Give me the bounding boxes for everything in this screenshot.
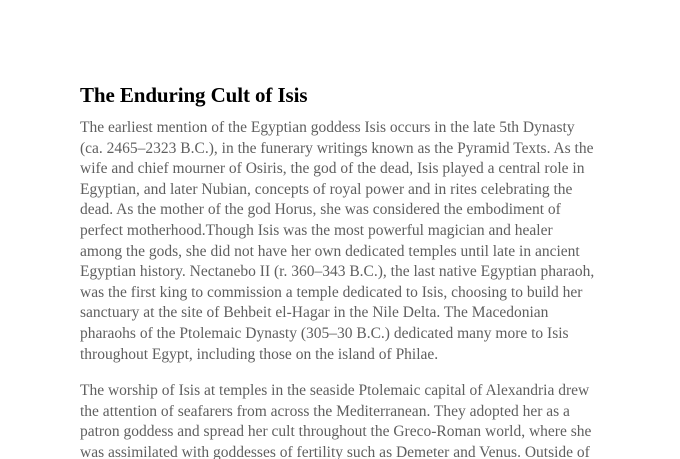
text-line: pharaohs of the Ptolemaic Dynasty (305–30 B.C.) dedicated many more to Isis [80, 324, 569, 342]
text-line: wife and chief mourner of Osiris, the god of the dead, Isis played a central role in [80, 160, 585, 178]
article-body [80, 82, 600, 459]
text-line: dead. As the mother of the god Horus, she was considered the embodiment of [80, 201, 561, 219]
text-line: among the gods, she did not have her own dedicated temples until late in ancient [80, 242, 580, 260]
text-line: the attention of seafarers from across the Mediterranean. They adopted her as a [80, 402, 570, 420]
text-line: The earliest mention of the Egyptian goddess Isis occurs in the late 5th Dynasty [80, 119, 575, 136]
text-line: Egyptian history. Nectanebo II (r. 360–343 B.C.), the last native Egyptian pharaoh, [80, 263, 595, 281]
text-line: Egyptian, and later Nubian, concepts of royal power and in rites celebrating the [80, 180, 573, 198]
text-line: was the first king to commission a temple dedicated to Isis, choosing to build her [80, 283, 583, 301]
text-line: (ca. 2465–2323 B.C.), in the funerary writings known as the Pyramid Texts. As the [80, 139, 594, 157]
text-line: throughout Egypt, including those on the island of Philae. [80, 345, 439, 363]
paragraph-1 [80, 118, 600, 365]
text-line: sanctuary at the site of Behbeit el-Hagar in the Nile Delta. The Macedonian [80, 304, 549, 322]
text-line: The worship of Isis at temples in the seaside Ptolemaic capital of Alexandria drew [80, 382, 590, 400]
text-line: patron goddess and spread her cult throughout the Greco-Roman world, where she [80, 423, 592, 441]
paragraph-2 [80, 381, 600, 459]
article-title: The Enduring Cult of Isis [80, 83, 308, 107]
text-line: perfect motherhood.Though Isis was the most powerful magician and healer [80, 221, 553, 239]
text-line: was assimilated with goddesses of fertility such as Demeter and Venus. Outside of [80, 443, 590, 459]
